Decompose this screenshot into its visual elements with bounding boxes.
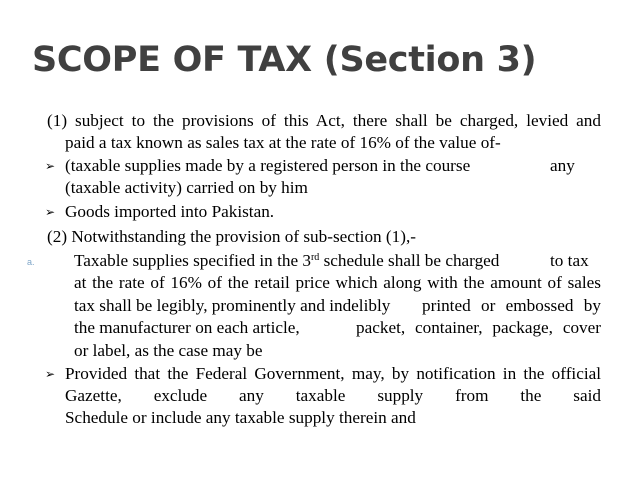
item-a-line1b: schedule shall be charged (319, 251, 500, 270)
bullet3-word: exclude (153, 386, 208, 405)
item-a-line4a: the manufacturer on each article, (74, 318, 300, 337)
item-a-line1c: to tax (550, 251, 589, 270)
bullet3-word: Gazette, (65, 386, 122, 405)
arrow-bullet-icon: ➢ (45, 205, 56, 219)
bullet3-word: supply (377, 386, 424, 405)
item-a-line1 (74, 250, 499, 272)
item-a-line3b: printed or embossed by (422, 296, 601, 315)
item-a-line4b: packet, container, package, cover (356, 318, 601, 337)
arrow-bullet-icon: ➢ (45, 159, 56, 173)
bullet3-line1: Provided that the Federal Government, may, by notification in the official (65, 364, 601, 383)
arrow-bullet-icon: ➢ (45, 367, 56, 381)
bullet1-line2: (taxable activity) carried on by him (65, 178, 308, 197)
bullet3-line3: Schedule or include any taxable supply therein and (65, 408, 416, 427)
para1-line2: paid a tax known as sales tax at the rate of 16% of the value of- (65, 133, 501, 152)
para1-line1: (1) subject to the provisions of this Act, there shall be charged, levied and (47, 111, 601, 130)
item-a-line3a: tax shall be legibly, prominently and indelibly (74, 296, 391, 315)
bullet1-line1b: any (550, 156, 575, 175)
bullet3-word: from (455, 386, 489, 405)
bullet3-line2 (65, 385, 601, 407)
item-a-line1a: Taxable supplies specified in the 3 (74, 251, 311, 270)
item-a-line5: or label, as the case may be (74, 341, 263, 360)
bullet3-word: any (239, 386, 264, 405)
bullet3-word: taxable (295, 386, 346, 405)
para2-line: (2) Notwithstanding the provision of sub-section (1),- (47, 227, 416, 246)
bullet2-line: Goods imported into Pakistan. (65, 202, 275, 221)
bullet3-word: the (520, 386, 542, 405)
item-a-marker: a. (27, 257, 35, 267)
slide-title: SCOPE OF TAX (Section 3) (32, 40, 537, 80)
bullet3-word: said (573, 386, 601, 405)
bullet1-line1a: (taxable supplies made by a registered person in the course (65, 156, 471, 175)
item-a-sup: rd (310, 252, 320, 263)
item-a-line2: at the rate of 16% of the retail price which along with the amount of sales (74, 273, 601, 292)
